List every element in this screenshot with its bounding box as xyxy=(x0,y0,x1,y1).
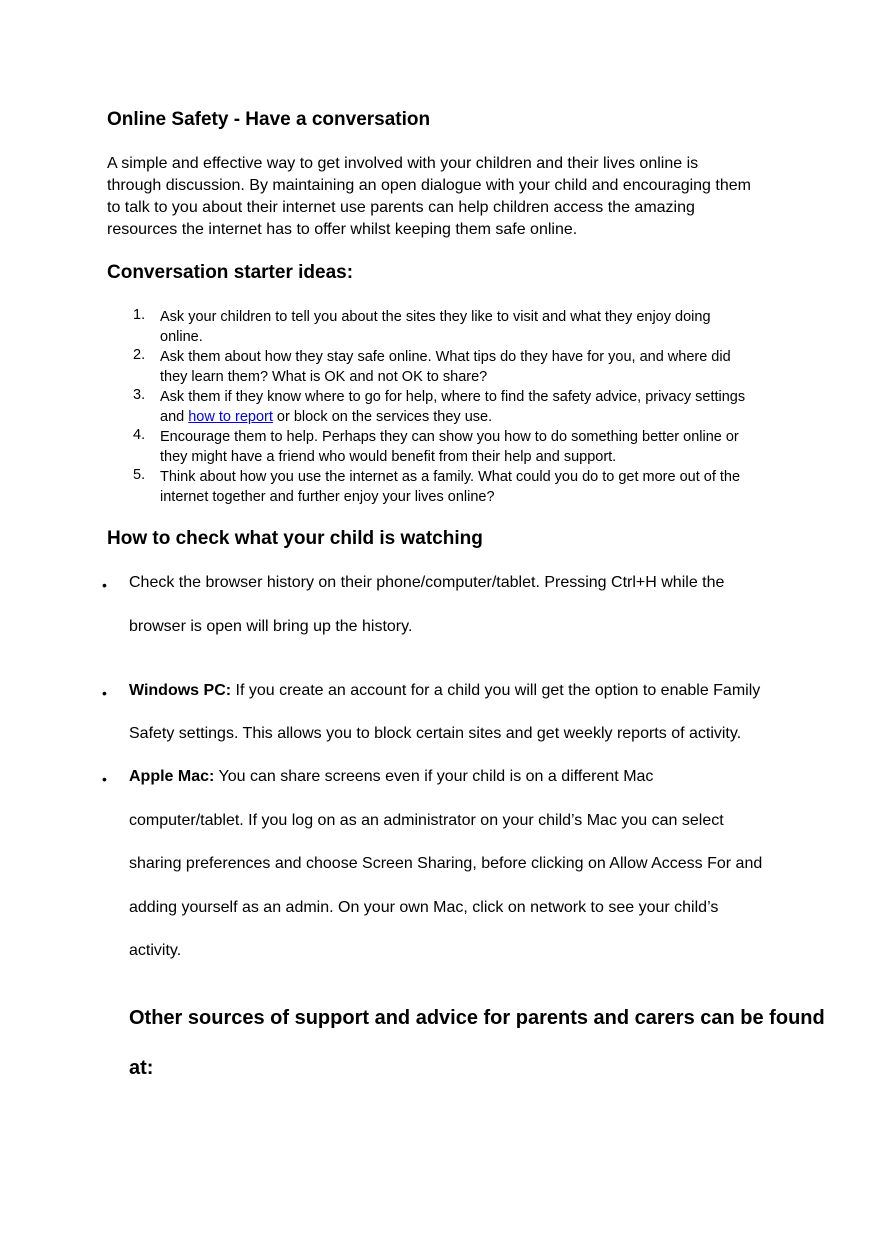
list-line-suffix: or block on the services they use. xyxy=(272,409,493,425)
list-line: Ask them if they know where to go for help, where to find the safety advice, privacy settings xyxy=(160,389,746,405)
bullet-bold-label: Apple Mac: xyxy=(129,768,215,785)
list-line: Encourage them to help. Perhaps they can show you how to do something better online or xyxy=(160,429,739,445)
list-line: Ask your children to tell you about the sites they like to visit and what they enjoy doing xyxy=(160,309,711,325)
list-line: they learn them? What is OK and not OK to share? xyxy=(160,369,488,385)
bullet-icon: • xyxy=(102,771,107,787)
intro-line: A simple and effective way to get involved with your children and their lives online is xyxy=(107,155,699,172)
support-heading-line: at: xyxy=(129,1057,154,1079)
intro-paragraph xyxy=(107,153,751,241)
list-number: 2. xyxy=(133,347,146,363)
check-heading: How to check what your child is watching xyxy=(107,528,483,549)
bullet-line: adding yourself as an admin. On your own Mac, click on network to see your child’s xyxy=(129,899,719,916)
bullet-text: If you create an account for a child you will get the option to enable Family xyxy=(231,682,761,699)
bullet-line: Check the browser history on their phone/computer/tablet. Pressing Ctrl+H while the xyxy=(129,574,725,591)
list-item-text xyxy=(160,347,731,387)
list-line: they might have a friend who would benefit from their help and support. xyxy=(160,449,617,465)
support-heading-line: Other sources of support and advice for parents and carers can be found xyxy=(129,1007,825,1029)
starter-heading: Conversation starter ideas: xyxy=(107,262,354,283)
list-line: online. xyxy=(160,329,203,345)
intro-line: through discussion. By maintaining an open dialogue with your child and encouraging them xyxy=(107,177,751,194)
bullet-line: activity. xyxy=(129,942,182,959)
list-line xyxy=(160,407,745,427)
bullet-line: sharing preferences and choose Screen Sharing, before clicking on Allow Access For and xyxy=(129,855,763,872)
list-item-text xyxy=(160,427,739,467)
bullet-icon: • xyxy=(102,685,107,701)
list-number: 3. xyxy=(133,387,146,403)
list-line: Think about how you use the internet as a family. What could you do to get more out of the xyxy=(160,469,741,485)
bullet-text: You can share screens even if your child is on a different Mac xyxy=(214,768,654,785)
bullet-line xyxy=(129,768,653,786)
list-item-text xyxy=(160,467,740,507)
intro-line: to talk to you about their internet use parents can help children access the amazing xyxy=(107,199,695,216)
bullet-line xyxy=(129,682,760,700)
bullet-line: browser is open will bring up the history. xyxy=(129,618,413,635)
bullet-line: computer/tablet. If you log on as an administrator on your child’s Mac you can select xyxy=(129,812,724,829)
list-number: 1. xyxy=(133,307,146,323)
list-line: internet together and further enjoy your lives online? xyxy=(160,489,495,505)
list-item-text xyxy=(160,387,745,427)
bullet-icon: • xyxy=(102,577,107,593)
list-number: 5. xyxy=(133,467,146,483)
list-line: Ask them about how they stay safe online. What tips do they have for you, and where did xyxy=(160,349,731,365)
list-number: 4. xyxy=(133,427,146,443)
bullet-bold-label: Windows PC: xyxy=(129,682,232,699)
how-to-report-link[interactable]: how to report xyxy=(188,409,273,425)
page-title: Online Safety - Have a conversation xyxy=(107,109,431,130)
intro-line: resources the internet has to offer whilst keeping them safe online. xyxy=(107,221,578,238)
bullet-line: Safety settings. This allows you to block certain sites and get weekly reports of activity. xyxy=(129,725,742,742)
list-item-text xyxy=(160,307,711,347)
list-line-prefix: and xyxy=(160,409,189,425)
